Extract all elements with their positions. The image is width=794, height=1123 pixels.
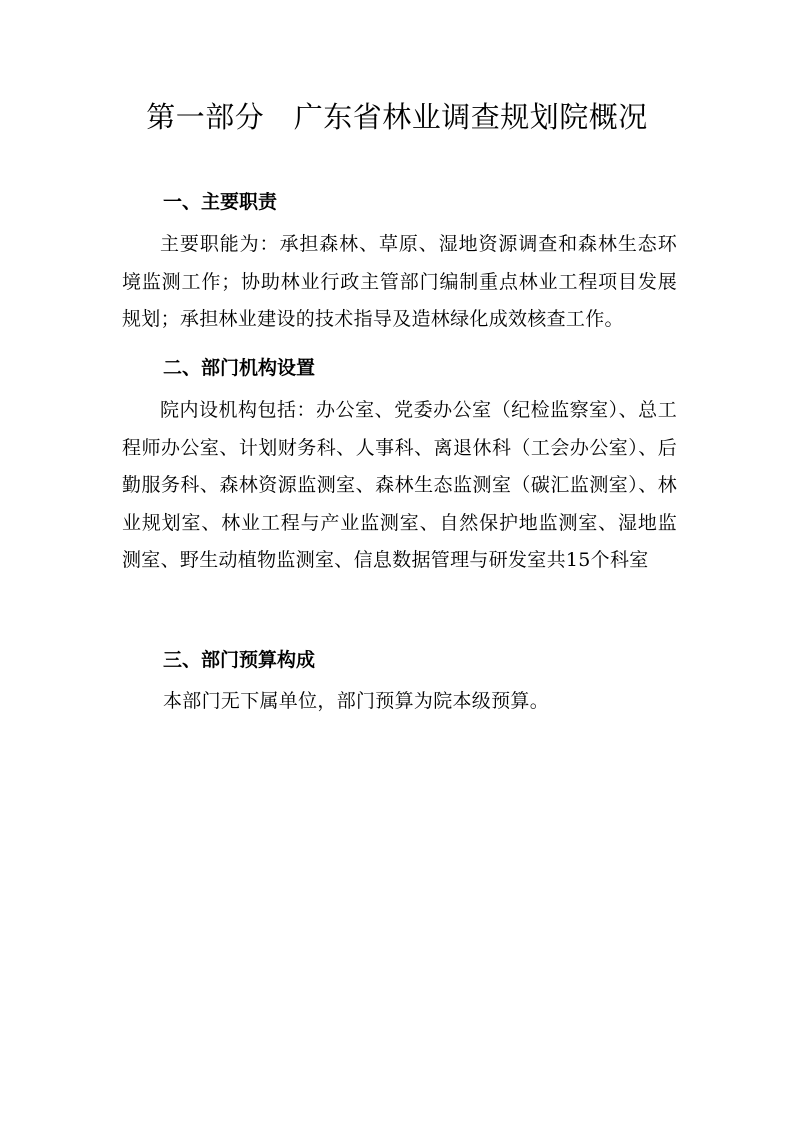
section-body-organization: 院内设机构包括：办公室、党委办公室（纪检监察室）、总工程师办公室、计划财务科、人事科、离退休科（工会办公室）、后勤服务科、森林资源监测室、森林生态监测室（碳汇监测室）、林业规划室、林业工程与产业监测室、自然保护地监测室、湿地监测室、野生动植物监测室、信息数据管理与研发室共15个科室 (122, 399, 677, 571)
section-body-budget: 本部门无下属单位，部门预算为院本级预算。 (163, 690, 550, 712)
section-heading-budget: 三、部门预算构成 (163, 649, 316, 671)
section-heading-responsibilities: 一、主要职责 (163, 191, 278, 213)
section-body-responsibilities: 主要职能为：承担森林、草原、湿地资源调查和森林生态环境监测工作；协助林业行政主管部门编制重点林业工程项目发展规划；承担林业建设的技术指导及造林绿化成效核查工作。 (122, 233, 677, 330)
document-title: 第一部分 广东省林业调查规划院概况 (146, 100, 648, 134)
section-heading-organization: 二、部门机构设置 (163, 357, 316, 379)
